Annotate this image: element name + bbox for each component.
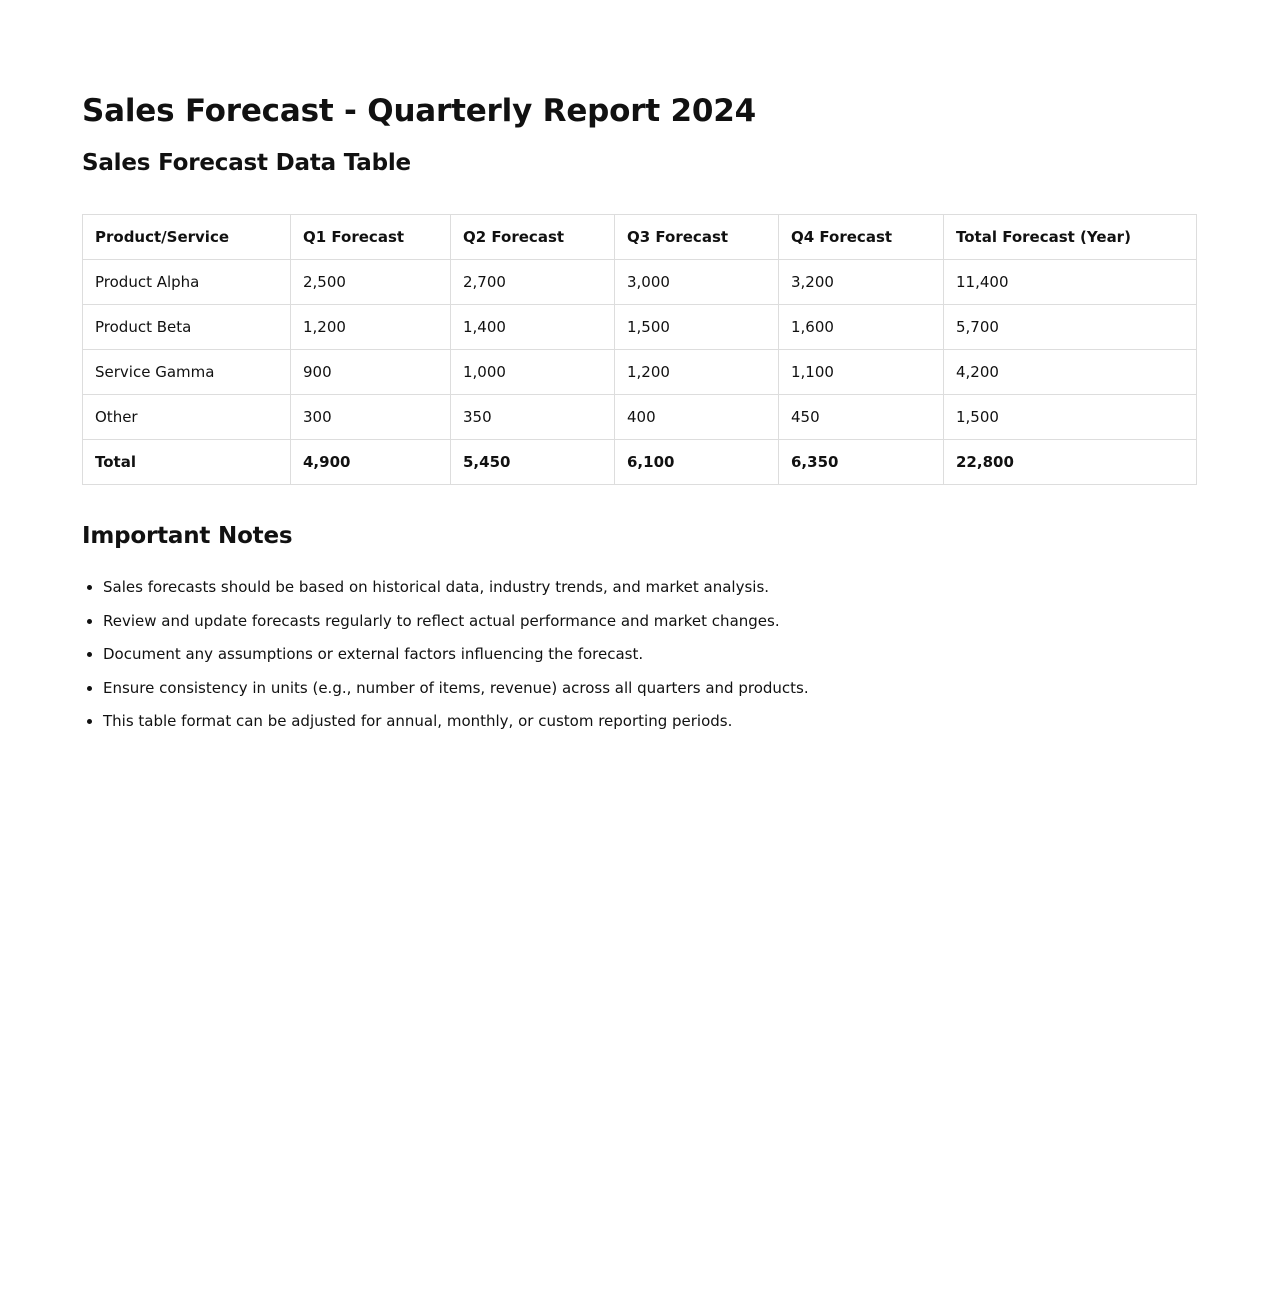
table-row <box>83 395 1197 440</box>
list-item: • Sales forecasts should be based on historical data, industry trends, and market analysis. <box>103 577 1196 597</box>
total-cell: 5,450 <box>451 440 615 485</box>
table-cell: 1,500 <box>944 395 1197 440</box>
table-cell: Product Beta <box>83 305 291 350</box>
page-title: Sales Forecast - Quarterly Report 2024 <box>82 93 757 129</box>
table-cell: 3,000 <box>615 260 779 305</box>
table-cell: 300 <box>291 395 451 440</box>
list-item: • Document any assumptions or external factors influencing the forecast. <box>103 644 1196 664</box>
table-cell: 5,700 <box>944 305 1197 350</box>
column-header-total: Total Forecast (Year) <box>944 215 1197 260</box>
table-row <box>83 350 1197 395</box>
table-cell: 11,400 <box>944 260 1197 305</box>
table-cell: Product Alpha <box>83 260 291 305</box>
table-cell: 1,500 <box>615 305 779 350</box>
table-cell: 400 <box>615 395 779 440</box>
table-cell: 1,600 <box>779 305 944 350</box>
total-cell: 6,350 <box>779 440 944 485</box>
table-cell: 2,700 <box>451 260 615 305</box>
table-row <box>83 260 1197 305</box>
table-cell: Other <box>83 395 291 440</box>
total-cell: Total <box>83 440 291 485</box>
table-cell: 3,200 <box>779 260 944 305</box>
forecast-table-container <box>82 214 1196 485</box>
table-cell: 1,200 <box>291 305 451 350</box>
column-header-q3: Q3 Forecast <box>615 215 779 260</box>
table-cell: 450 <box>779 395 944 440</box>
notes-section-heading: Important Notes <box>82 523 293 549</box>
column-header-q2: Q2 Forecast <box>451 215 615 260</box>
column-header-product: Product/Service <box>83 215 291 260</box>
table-cell: 1,100 <box>779 350 944 395</box>
table-cell: 900 <box>291 350 451 395</box>
table-cell: 4,200 <box>944 350 1197 395</box>
total-cell: 4,900 <box>291 440 451 485</box>
notes-list <box>82 577 1196 731</box>
table-cell: 350 <box>451 395 615 440</box>
table-header-row <box>83 215 1197 260</box>
total-cell: 6,100 <box>615 440 779 485</box>
table-cell: 1,400 <box>451 305 615 350</box>
list-item: • Ensure consistency in units (e.g., number of items, revenue) across all quarters and products. <box>103 678 1196 698</box>
table-cell: 2,500 <box>291 260 451 305</box>
column-header-q1: Q1 Forecast <box>291 215 451 260</box>
table-cell: 1,200 <box>615 350 779 395</box>
table-section-heading: Sales Forecast Data Table <box>82 150 411 176</box>
table-total-row <box>83 440 1197 485</box>
table-cell: 1,000 <box>451 350 615 395</box>
table-cell: Service Gamma <box>83 350 291 395</box>
table-row <box>83 305 1197 350</box>
total-cell: 22,800 <box>944 440 1197 485</box>
forecast-table <box>82 214 1197 485</box>
list-item: • This table format can be adjusted for annual, monthly, or custom reporting periods. <box>103 711 1196 731</box>
list-item: • Review and update forecasts regularly to reflect actual performance and market changes. <box>103 611 1196 631</box>
column-header-q4: Q4 Forecast <box>779 215 944 260</box>
